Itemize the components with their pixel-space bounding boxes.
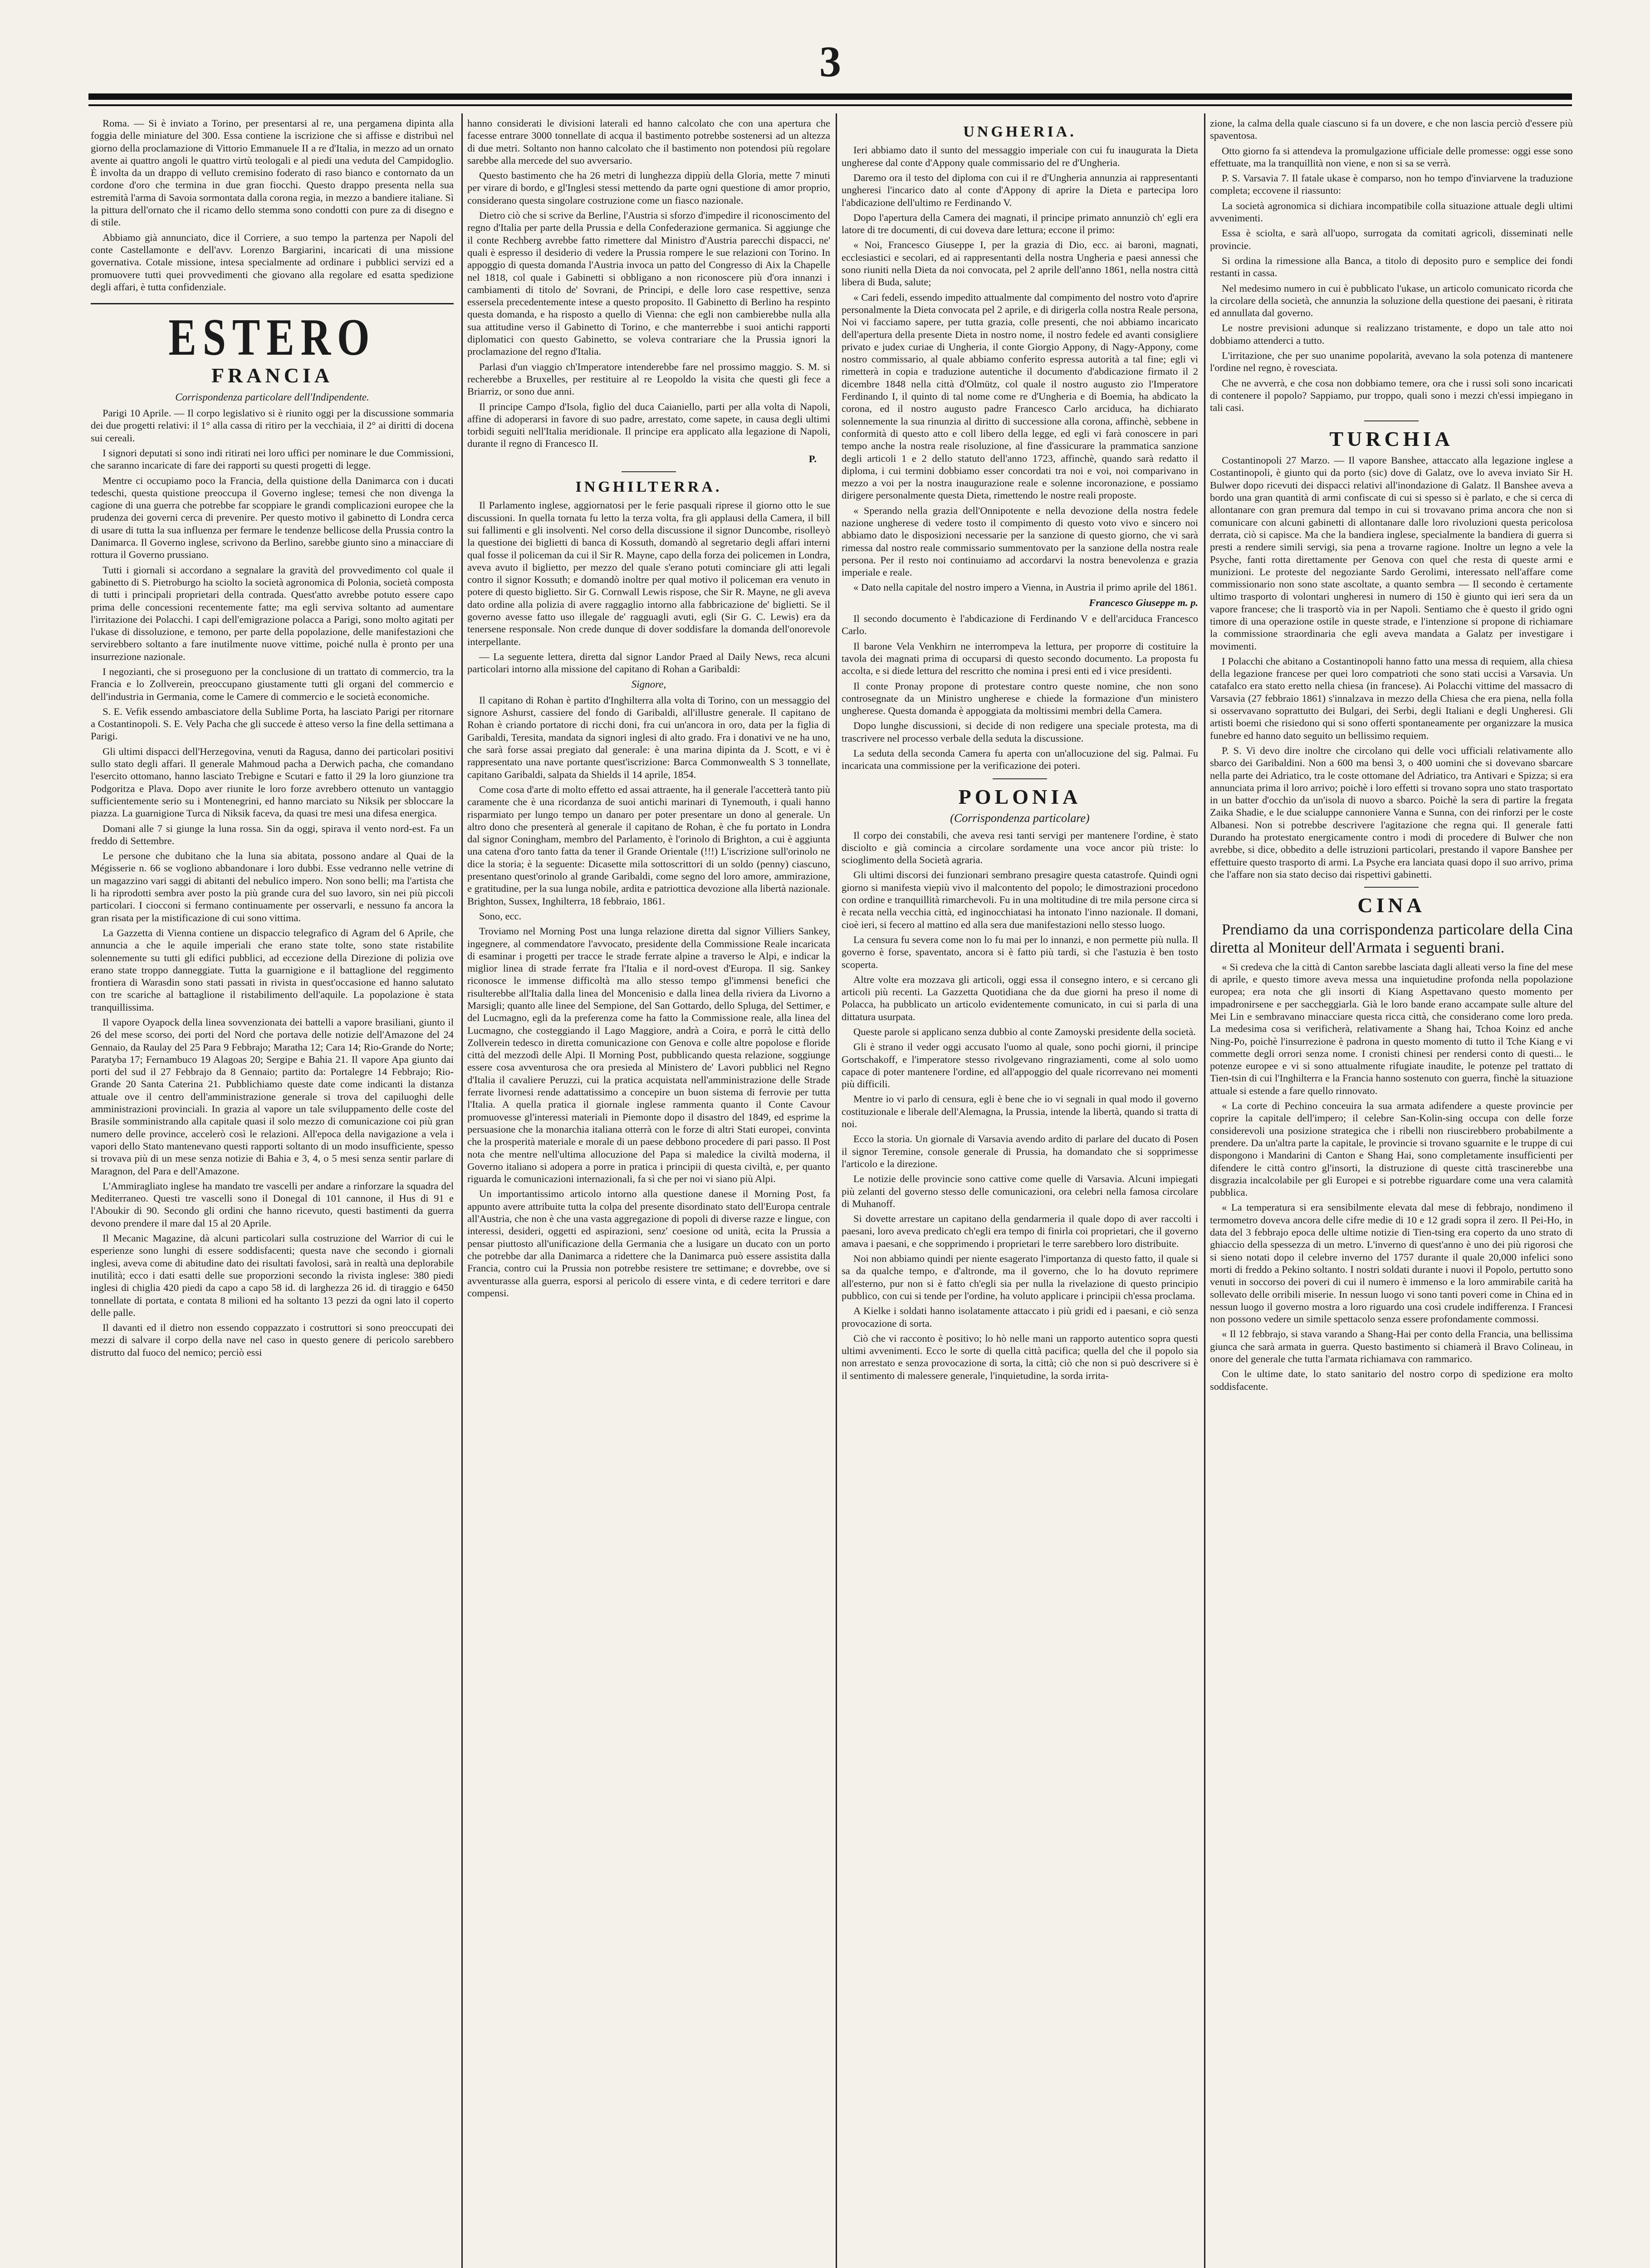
column-2 xyxy=(467,117,830,2268)
paragraph: Ecco la storia. Un giornale di Varsavia avendo ardito di parlare del ducato di Posen il signor Teremine, console generale di Prussia, ha domandato che si sopprimesse l'articolo e la direzione. xyxy=(842,1133,1198,1169)
paragraph: Si dovette arrestare un capitano della gendarmeria il quale dopo di aver raccolti i paesani, loro aveva predicato ch'egli era tempo di finirla coi proprietari, che il governo amava i paesani, e che sopprimendo i proprietari le terre sarebbero loro distribuite. xyxy=(842,1213,1198,1249)
paragraph: L'irritazione, che per suo unanime popolarità, avevano la sola potenza di mantenere l'ordine nel regno, è rovesciata. xyxy=(1210,350,1573,374)
paragraph: « Dato nella capitale del nostro impero a Vienna, in Austria il primo aprile del 1861. xyxy=(853,582,1197,593)
paragraph: Otto giorno fa si attendeva la promulgazione ufficiale delle promesse: oggi esse sono effettuate, ma la tranquillità non viene, e non si sa se verrà. xyxy=(1210,145,1573,169)
paragraph: Daremo ora il testo del diploma con cui il re d'Ungheria annunzia ai rappresentanti ungheresi l'incarico dato al conte d'Appony di aprire la Dieta e partecipa loro l'abdicazione dell'ultimo re Ferdinando V. xyxy=(842,171,1198,208)
paragraph: Un importantissimo articolo intorno alla questione danese il Morning Post, fa appunto avere attribuite tutta la colpa del presente disordinato stato dell'Europa centrale all'Austria, che non è che una vasta aggregazione di popoli di diverse razze e lingue, con interessi, desideri, oggetti ed aspirazioni, senz' coesione od unità, ecita la Prussia a pensar piuttosto all'unificazione della Germania che a lusigare un ducato con un porto che potrebbe dar alla Danimarca a ridettere che la Danimarca può essere assistita dalla Francia, contro cui la Prussia non potrebbe resistere tre settimane; e dovrebbe, ove si avventurasse alla guerra, esporsi al pericolo di essere vinta, e di cedere territori e dare compensi. xyxy=(467,1188,830,1299)
paragraph: Essa è sciolta, e sarà all'uopo, surrogata da comitati agricoli, disseminati nelle provincie. xyxy=(1210,227,1573,251)
column-divider xyxy=(836,113,837,2268)
paragraph: L'Ammiragliato inglese ha mandato tre vascelli per andare a rinforzare la squadra del Mediterraneo. Questi tre vascelli sono il Donegal di 101 cannone, il Hus di 91 e l'Aboukir di 90. Secondo gli ordini che hanno ricevuto, questi bastimenti da guerra devono prendere il mare dal 15 al 20 Aprile. xyxy=(91,1180,454,1229)
paragraph: Ieri abbiamo dato il sunto del messaggio imperiale con cui fu inaugurata la Dieta ungherese dal conte d'Appony quale commissario del re d'Ungheria. xyxy=(842,144,1198,168)
divider xyxy=(622,471,676,472)
paragraph: « Noi, Francesco Giuseppe I, per la grazia di Dio, ecc. ai baroni, magnati, ecclesiastici e secolari, ed ai rappresentanti della nostra Ungheria e paesi annessi che sono riuniti nella Dieta da noi convocata, pel 2 aprile dell'anno 1861, nella nostra città libera di Buda, salute; xyxy=(842,239,1198,288)
paragraph: I negozianti, che si proseguono per la conclusione di un trattato di commercio, tra la Francia e lo Zollverein, preoccupano giustamente tutti gli organi del commercio e dell'industria in Germania, come le Camere di commercio e le società economiche. xyxy=(91,665,454,702)
column-divider xyxy=(1204,113,1205,2268)
paragraph: Parigi 10 Aprile. — Il corpo legislativo si è riunito oggi per la discussione sommaria dei due progetti relativi: il 1° alla cassa di ritiro per la vecchiaia, il 2° ai diritti di docena sui cereali. xyxy=(91,407,454,444)
paragraph: Costantinopoli 27 Marzo. — Il vapore Banshee, attaccato alla legazione inglese a Costantinopoli, è giunto qui da porto (sic) dove di Galatz, ove lo aveva inviato Sir H. Bulwer dopo ricevuti dei dispacci relativi all'inondazione di Galatz. Il Banshee aveva a bordo una gran quantità di armi confiscate di cui si spesso si è parlato, e che si cerca di allontanare con gran premura dal tempo in cui si trovavano prima ancora che non si comunicare con alcuni gabinetti di allontanare dalle loro rivoluzioni questa pericolosa derrata, ciò si capisce. Ma che la bandiera inglese, specialmente la bandiera di guerra si presti a rendere simili servigi, sia pena a trovarne ragione. Inoltre un legno a vele la Psyche, fanti rotta direttamente per Genova con quel che resta di queste armi e munizioni. Le proteste del negoziante Sardo Gerolimi, interessato nell'affare come commissionario non sono state ascoltate, a quanto sembra — Il secondo è certamente ultimo trasporto di volontari ungheresi in numero di 150 è giunto qui ieri sera da un vapore francese; che li trasportò via in per Napoli. Sentiamo che è questo il grido ogni timore di una operazione ostile in queste strade, e l'intenzione si propone di richiamare la commissione straordinaria che egli aveva mandata a Galatz per investigare i movimenti. xyxy=(1210,455,1573,652)
divider xyxy=(1364,887,1419,888)
page-number: 3 xyxy=(819,37,841,86)
paragraph: Il Parlamento inglese, aggiornatosi per le ferie pasquali riprese il giorno otto le sue discussioni. In quella tornata fu letto la terza volta, fra gli applausi della Camera, il bill sui fallimenti e gli insolventi. Nel corso della discussione il signor Duncombe, risolleyò la questione dei biglietti di banca di Kossuth, domandò al segretario degli affari interni qual fosse il policeman da cui il Sir R. Mayne, capo della forza dei policemen in Londra, aveva avuto il biglietto, per mezzo del quale s'erano potuti cominciare gli atti legali contro il signor Kossuth; e domandò inoltre per qual motivo il policeman era venuto in potere di questo biglietto. Sir G. Cornwall Lewis rispose, che Sir R. Mayne, ne gli aveva dato ordine alla polizia di avere raggaglio intorno alla fabbricazione de' biglietti. Se il governo avesse fatto uso illegale de' ragguagli avuti, egli (Sir G. C. Lewis) era da tenersene responsale. Non crede dunque di dover soddisfare la domanda dell'onorevole interpellante. xyxy=(467,499,830,647)
paragraph: Queste parole si applicano senza dubbio al conte Zamoyski presidente della società. xyxy=(853,1026,1196,1037)
salutation: Signore, xyxy=(631,678,666,690)
paragraph: La Gazzetta di Vienna contiene un dispaccio telegrafico di Agram del 6 Aprile, che annuncia a che le aquile imperiali che erano state tolte, sono state ristabilite solennemente su tutti gli edifici pubblici, ad eccezione della Direzione di polizia ove erano state troppo danneggiate. Tutta la guarnigione e il battaglione del reggimento frontiera di Warasdin sono stati passati in rivista in quest'occasione ed hanno salutato con tre scariche al battaglione il ristabilimento dell'aquile. La popolazione è stata tranquillissima. xyxy=(91,927,454,1013)
paragraph: Il capitano di Rohan è partito d'Inghilterra alla volta di Torino, con un messaggio del signore Ashurst, cassiere del fondo di Garibaldi, all'illustre generale. Il capitano de Rohan è criando portatore di ricchi doni, fra cui un'ancora in oro, data per la figlia di Garibaldi, Teresita, mandata da signori inglesi di alto grado. Fra i donativi ve ne ha uno, che sarà forse assai pregiato dal generale: è una marina dipinta da J. Scott, e vi è rappresentato una nave portante quest'iscrizione: Barca Commonwealth S 3 tonnellate, capitano Garibaldi, salpata da Shields il 14 aprile, 1854. xyxy=(467,694,830,780)
paragraph: Il vapore Oyapock della linea sovvenzionata dei battelli a vapore brasiliani, giunto il 26 del mese scorso, dei porti del Nord che portava delle notizie dell'Amazone del 24 Gennaio, da Raulay del 25 Para 9 Febbrajo; Maratha 12; Cara 14; Rio-Grande do Norte; Paratyba 17; Fernambuco 19 Alagoas 20; Sergipe e Bahia 21. Il vapore Apa giunto dai porti del sud il 27 Febbrajo da 8 Gennaio; partito da: Portalegre 14 Febbrajo; Rio-Grande 20 Santa Caterina 21. Pubblichiamo queste date come indicanti la distanza attuale ove il centro dell'amministrazione generale si trova del capiluoghi delle amministrazioni provinciali. In grazia al vapore un tale sviluppamento delle coste del Brasile somministrando alla capitale quasi il solo mezzo di comunicazione coi più gran numero delle province, accelerò così le relazioni. All'epoca della navigazione a vela i vapori dello Stato mantenevano questi rapporti soltanto di un modo insufficiente, spesso si trovava più di un mese senza notizie di Bahia e 3, 4, o 5 mesi senza sentir parlare di Maragnon, del Para e dell'Amazone. xyxy=(91,1017,454,1177)
section-title-turchia: TURCHIA xyxy=(1329,427,1454,450)
signature: P. xyxy=(808,453,817,464)
paragraph: Il barone Vela Venkhirn ne interrompeva la lettura, per proporre di costituire la tavola dei magnati prima di occuparsi di questo secondo documento. La proposta fu accolta, e si diede lettura del rescritto che nomina i presi enti ed i vice presidenti. xyxy=(842,640,1198,677)
polonia-subtitle: (Corrispondenza particolare) xyxy=(950,811,1090,825)
paragraph: Nel medesimo numero in cui è pubblicato l'ukase, un articolo comunicato ricorda che la circolare della società, che annunzia la soluzione della questione dei paesani, è ritirata ed annullata dal governo. xyxy=(1210,282,1573,319)
signature: Francesco Giuseppe m. p. xyxy=(1089,596,1198,608)
paragraph: — La seguente lettera, diretta dal signor Landor Praed al Daily News, reca alcuni particolari intorno alla missione del capitano di Rohan a Garibaldi: xyxy=(467,650,830,675)
paragraph: zione, la calma della quale ciascuno si fa un dovere, e che non lascia perciò d'essere più spaventosa. xyxy=(1210,117,1573,142)
section-title-polonia: POLONIA xyxy=(958,785,1082,808)
header-rule-thick xyxy=(88,93,1572,100)
column-4 xyxy=(1210,117,1573,2268)
paragraph: A Kielke i soldati hanno isolatamente attaccato i più gridi ed i paesani, e ciò senza provocazione di sorta. xyxy=(842,1305,1198,1329)
paragraph: Tutti i giornali si accordano a segnalare la gravità del provvedimento col quale il gabinetto di S. Pietroburgo ha sciolto la società agronomica di Polonia, società composta di tutti i principali proprietari della contrada. Quest'atto avrebbe potuto essere capo prima delle concessioni recentemente fatte; ma egli serviva soltanto ad aumentare l'irritazione dei Polacchi. I capi dell'emigrazione polacca a Parigi, sono molto agitati per l'ukase di dissoluzione, e temono, per parte della popolazione, delle manifestazioni che servirebbero soltanto a fare inutilmente nuove vittime, poiché nulla è pronto per una insurrezione nazionale. xyxy=(91,564,454,662)
section-divider xyxy=(91,303,454,304)
paragraph: « Si credeva che la città di Canton sarebbe lasciata dagli alleati verso la fine del mese di aprile, e questo timore aveva messa una inquietudine profonda nella popolazione europea; era nota che gli insorti di Kiang Aspettavano questo momento per impadronirsene e per saccheggiarla. Già le loro bande erano accampate sulle alture del Mei Lin e sembravano minacciare questa ricca città, che considerano come loro preda. La medesima cosa si verificherà, relativamente a Shang hai, Tchoa Koinz ed anche Ning-Po, poichè l'insurrezione è padrona in questo momento di tutto il Tche Kiang e vi commette degli orrori senza nome. I cronisti chinesi per rendersi conto di questi... le potenze europee e vi si sono attualmente rifugiate inaudite, le potenze pel trattato di Tien-tsin di cui l'Inghilterra e la Francia hanno sostenuto con guerra, finchè la situazione attuale si estende a fare quello rinnovato. xyxy=(1210,961,1573,1096)
paragraph: Si ordina la rimessione alla Banca, a titolo di deposito puro e semplice dei fondi restanti in cassa. xyxy=(1210,254,1573,279)
paragraph: Parlasi d'un viaggio ch'Imperatore intenderebbe fare nel prossimo maggio. S. M. si recherebbe a Bruxelles, per restituire al re Leopoldo la visita che questi gli fece a Briarriz, or sono due anni. xyxy=(467,361,830,397)
cina-lead: Prendiamo da una corrispondenza particolare della Cina diretta al Moniteur dell'Armata i seguenti brani. xyxy=(1210,921,1573,956)
paragraph: Le nostre previsioni adunque si realizzano tristamente, e dopo un tale atto noi dobbiamo attenderci a tutto. xyxy=(1210,322,1573,346)
paragraph: Il corpo dei constabili, che aveva resi tanti servigi per mantenere l'ordine, è stato disciolto e già comincia a circolare sordamente una voce ancor più triste: lo scioglimento della Società agraria. xyxy=(842,829,1198,866)
paragraph: Il principe Campo d'Isola, figlio del duca Caianiello, parti per alla volta di Napoli, affine di adoperarsi in favore di suo padre, arrestato, come sapete, in causa degli ultimi torbidi seguiti nell'Italia meridionale. Il principe era applicato alla legazione di Napoli, durante il regno di Francesco II. xyxy=(467,401,830,450)
section-title-ungheria: UNGHERIA. xyxy=(963,123,1077,140)
paragraph: Le persone che dubitano che la luna sia abitata, possono andare al Quai de la Mégisserie n. 66 se vogliono abbandonare i loro dubbi. Esse vedranno nelle vetrine di un magazzino vari saggi di abitanti del nebulico impero. Non sono belli; ma l'artista che li ha riprodotti sembra aver posto la più grande cura del suo lavoro, sin nei più piccoli particolari. I ciocconi si fermano continuamente per osservarli, e nessuno fa ancora la gran risata per la mistificazione di cui sono vittima. xyxy=(91,850,454,924)
paragraph: « La corte di Pechino conceuira la sua armata adifendere a queste provincie per coprire la capitale dell'impero; il celebre San-Kolin-sing occupa con delle forze considerevoli una posizione strategica che i ribelli non riuscirebbero probabilmente a prendere. Da un'altra parte la capitale, le provincie si trovano sguarnite e le truppe di cui dispongono i Mandarini di Canton e Shang Hai, sono completamente insufficienti per difendere le città contro gl'insorti, la distruzione di queste città trascinerebbe una disgrazia incalcolabile per gli Europei e si potrebbe riguardare come una vera calamità pubblica. xyxy=(1210,1100,1573,1198)
section-title-francia: FRANCIA xyxy=(211,364,333,387)
divider xyxy=(1364,420,1419,421)
paragraph: Domani alle 7 si giunge la luna rossa. Sin da oggi, spirava il vento nord-est. Fa un freddo di Settembre. xyxy=(91,822,454,846)
paragraph: Dopo lunghe discussioni, si decide di non redigere una speciale protesta, ma di trascrivere nel processo verbale della seduta la discussione. xyxy=(842,720,1198,744)
paragraph: Il conte Pronay propone di protestare contro queste nomine, che non sono controsegnate da un Ministro ungherese e chiede la formazione d'un ministero ungherese. Questa domanda è appoggiata da moltissimi membri della Camera. xyxy=(842,680,1198,717)
paragraph: P. S. Varsavia 7. Il fatale ukase è comparso, non ho tempo d'inviarvene la traduzione completa; eccovene il riassunto: xyxy=(1210,172,1573,196)
paragraph: La società agronomica si dichiara incompatibile colla situazione attuale degli ultimi avvenimenti. xyxy=(1210,200,1573,224)
francia-subtitle: Corrispondenza particolare dell'Indipendente. xyxy=(175,391,369,403)
article-roma: Roma. — Si è inviato a Torino, per presentarsi al re, una pergamena dipinta alla foggia delle miniature del 300. Essa contiene la iscrizione che si affisse e distribuì nel giorno della proclamazione di Vittorio Emmanuele II a re d'Italia, in mezzo ad un ornato avente ai quattro angoli le quattro virtù teologali e al piedi una veduta del Campidoglio. È involta da un drappo di velluto cremisino foderato di raso bianco e contornato da un cordone d'oro che termina in due gran fiocchi. Questo drappo presenta nella sua estremità l'arma di Savoia sormontata dalla corona regia, in mezzo a bandiere italiane. Sì la pittura dell'ornato che il ricamo dello stemma sono condotti con pure za di disegno e di stile. xyxy=(91,117,454,228)
paragraph: Noi non abbiamo quindi per niente esagerato l'importanza di questo fatto, il quale si sa da qualche tempo, e d'altronde, ma il governo, che lo ha dovuto reprimere all'esterno, pur non si è fatto ch'egli sia per nulla la rivelazione di questo principio pubblico, con cui si tende per l'ordine, ha voluto applicare i principii ch'essa proclama. xyxy=(842,1253,1198,1301)
paragraph: Il Mecanic Magazine, dà alcuni particolari sulla costruzione del Warrior di cui le esperienze sono lunghi di essere soddisfacenti; questa nave che secondo i giornali inglesi, aveva come di abitudine dato dei risultati favolosi, sarà in realtà una deplorabile inutilità; ecco i dati esatti delle sue proporzioni secondo la rivista inglese: 380 piedi inglesi di chiglia 420 piedi da capo a capo 58 id. di larghezza 26 id. di tiraggio e 6450 tonnellate di portata, e contata 8 milioni ed ha soltanto 13 pezzi da ogni lato il coperto delle palle. xyxy=(91,1232,454,1318)
paragraph: Dopo l'apertura della Camera dei magnati, il principe primato annunziò ch' egli era latore di tre documenti, di cui doveva dare lettura; eccone il primo: xyxy=(842,211,1198,236)
closing: Sono, ecc. xyxy=(479,910,522,922)
paragraph: Che ne avverrà, e che cosa non dobbiamo temere, ora che i russi soli sono incaricati di contenere il popolo? Sappiamo, pur troppo, quali sono i mezzi ch'essi impiegano in tali casi. xyxy=(1210,377,1573,414)
paragraph: Dietro ciò che si scrive da Berline, l'Austria si sforzo d'impedire il riconoscimento del regno d'Italia per parte della Prussia e della Confederazione germanica. Si aggiunge che il conte Rechberg avrebbe fatto rimettere dal Ministro d'Austria parecchi dispacci, ne' quali è espresso il desiderio di vedere la Prussia rompere le sue relazioni con Torino. In appoggio di questa domanda l'Austria invoca un patto del Congresso di Aix la Chapelle nel 1818, col quale i Gabinetti si obbligano a non riconoscere più d'ora innanzi i cambiamenti di titolo de' Sovrani, de Principi, e delle loro case respettive, senza essersela precedentemente intese a questo proposito. Il Gabinetto di Berlino ha respinto questa domanda, e ha risposto a quello di Vienna: che egli non cambierebbe nulla alla sua attitudine verso il Gabinetto di Torino, e che manterrebbe i suoi antichi rapporti diplomatici con questo Gabinetto, se voleva contrariare che la Prussia ignori la proclamazione del regno d'Italia. xyxy=(467,210,830,357)
paragraph: Troviamo nel Morning Post una lunga relazione diretta dal signor Villiers Sankey, ingegnere, al commendatore l'avvocato, presidente della Commissione Reale incaricata di esaminar i progetti per tracce le strade ferrate alpine a traverso le Alpi, e indicar la miglior linea di strade ferrate fra l'Italia e il nord-ovest d'Europa. Il sig. Sankey riconosce le immense difficoltà ma allo stesso tempo gl'immensi benefici che risulterebbe all'Italia dalla linea del Moncenisio e dalla linea della riviera da Livorno a Marsigli; quanto alle linee del Sempione, del San Gottardo, dello Spluga, del Settimer, e del Lucmagno, egli da la preferenza come ha fatto la Commissione reale, alla linea del Lucmagno, che costeggiando il Lago Maggiore, andrà a Coira, e porrà le città dello Zollverein tedesco in diretta comunicazione con Genova e colle altre popolose e floride città del mezzodì delle Alpi. Il Morning Post, pubblicando questa relazione, soggiunge essere cosa avventurosa che ora presieda al Ministero de' Lavori pubblici nel Regno d'Italia il cavaliere Peruzzi, cui la pratica acquistata nell'amministrazione delle Strade ferrate livornesi rende adattatissimo a concepire un buon sistema di ferrovie per tutta l'Italia. A quella pratica il giornale inglese rammenta quanto il Conte Cavour promuovesse gl'interessi materiali in Piemonte dopo il disastro del 1849, ed esprime la persuasione che la monarchia italiana otterrà con le forze di altri Stati europei, convinta che la prosperità materiale e morale di un paese debbono procedere di pari passo. Il Post nota che mentre nell'ultima allocuzione del Papa si maledice la civiltà moderna, il Governo italiano si adopera a porre in pratica i principii di questa civiltà, e, per quanto riguarda le comunicazioni internazionali, fa sì che per noi vi siano più Alpi. xyxy=(467,925,830,1185)
paragraph: « La temperatura si era sensibilmente elevata dal mese di febbrajo, nondimeno il termometro doveva ancora delle cifre medie di 10 e 12 gradi sopra il zero. Il Pei-Ho, in data del 3 febbrajo epoca delle ultime notizie di Tien-tsing era coperto da uno strato di ghiaccio della spessezza di un metro. L'inverno di quest'anno è uno dei più rigorosi che si sieno notati dopo il celebre inverno del 1757 durante il quale 20,000 infelici sono morti di freddo a Pekino soltanto. I nostri soldati durante i nuovi il Popolo, pertutto sono venuti in soccorso dei poveri di cui il numero è immenso e la loro ammirabile carità ha sollevato delle orribili miserie. In nessun luogo vi sono tanti poveri come in China ed in nessun luogo il governo mostra a loro riguardo una così crudele indifferenza. I Francesi non possono vedere un simile spettacolo senza essere profondamente commossi. xyxy=(1210,1202,1573,1325)
paragraph: Il secondo documento è l'abdicazione di Ferdinando V e dell'arciduca Francesco Carlo. xyxy=(842,613,1198,637)
paragraph: « Cari fedeli, essendo impedito attualmente dal compimento del nostro voto d'aprire personalmente la Dieta convocata pel 2 aprile, e di dirigerla colla nostra Reale persona, Noi vi facciamo sapere, per tutta grazia, colle presenti, che noi abbiamo incaricato dell'apertura della presente Dieta in nostro nome, il nostro fedele ed avanti consigliere privato e judex curiae di Ungheria, il conte Giorgio Appony, di Nagy-Appony, come nostro commissario, al quale abbiamo conferito espressa autorità a tal fine; egli vi rimetterà in copia e traduzione autentiche il documento d'abdicazione firmato il 2 dicembre 1848 nella città d'Olmütz, col quale il nostro augusto zio l'Imperatore Ferdinando I, il quinto di tal nome come re d'Ungheria e di Boemia, ha abdicato la corona, ed il nostro augusto padre Francesco Carlo arciduca, ha dichiarato solennemente la sua rinunzia al diritto di successione alla corona, affinchè, sebbene in conformità di questo atto e coll libero della legge, ed egli vi farà conoscere in pari tempo anche la nostra reale risoluzione, al fine d'assicurare la prammatica sanzione degli articoli 1 e 2 dello statuto dell'anno 1723, affinchè, quando sarà redatto il diploma, i cui termini dobbiamo esser concordati tra noi e voi, noi comparivano in mezzo a voi per la nostra inaugurazione reale e solenne incoronazione, e possiamo dirigere personalmente questa Dieta, rimettendo le nostre reali proposte. xyxy=(842,291,1198,501)
section-title-cina: CINA xyxy=(1357,894,1425,917)
paragraph: Mentre io vi parlo di censura, egli è bene che io vi segnali in qual modo il governo costituzionale e liberale dell'Alemagna, la Prussia, intende la libertà, quando si tratta di noi. xyxy=(842,1093,1198,1130)
header-rule-thin xyxy=(88,104,1572,106)
paragraph: Mentre ci occupiamo poco la Francia, della quistione della Danimarca con i ducati tedeschi, questa quistione preoccupa il Governo inglese; temesi che non divenga la cagione di una guerra che potrebbe far scoppiare le grandi complicazioni europee che la prudenza dei governi cerca di prevenire. Per questo motivo il gabinetto di Londra cerca di usare di tutta la sua influenza per fermare le tendenze bellicose della Prussia contro la Danimarca. Il Governo inglese, scrivono da Berlino, sarebbe giunto sino a minacciare di rottura il Governo prussiano. xyxy=(91,474,454,561)
paragraph: Ciò che vi racconto è positivo; lo hò nelle mani un rapporto autentico sopra questi ultimi avvenimenti. Ecco le sorte di quella città pacifica; quella del che il popolo sia non arrestato e senza provocazione di sorta, la città; ciò che non si può descrivere si è il sentimento di malessere generale, l'inquietudine, la sorda irrita- xyxy=(842,1332,1198,1381)
paragraph: Gli ultimi dispacci dell'Herzegovina, venuti da Ragusa, danno dei particolari positivi sullo stato degli affari. Il generale Mahmoud pacha a Derwich pacha, che comandano l'esercito ottomano, hanno lasciato Trebigne e Scutari e fatto il 29 la loro giunzione tra Podgoritza e Plava. Dopo aver riunite le loro forze avrebbero ottenuto un vantaggio sufficientemente serio su i Montenegrini, ed hanno marciato su Niksik per sbloccare la piazza. La guarnigione Turca di Niksik faceva, da quasi tre mesi una difesa energica. xyxy=(91,745,454,819)
section-title-estero: ESTERO xyxy=(168,308,376,366)
paragraph: P. S. Vi devo dire inoltre che circolano qui delle voci ufficiali relativamente allo sbarco dei Garibaldini. Non a 600 ma bensì 3, o 400 uomini che si dovevano sbarcare nella parte dei Adriatico, tra le coste ottomane del Adriatico, tra Antivari e Spizza; si era annunciata prima il loro arrivo; poichè i loro effetti si trovano sopra uno stato trasportato in un batter d'occhio da un'isola di nuovo a sbarco. Poichè la sera di partire la fregata Zaika Shadie, e le due scialuppe cannoniere Vanna e Sunna, con dei rinforzi per le coste Albanesi. Non si potrebbe descrivere l'agitazione che regna qui. Il generale fatti Durando ha protestato energicamente contro i modi di procedere di Bulwer che non avrebbe, si dice, obbedito a delle istruzioni particolari, prestando il vapore Banshee per effettuire questo trasporto di armi. La Psyche era lanciata quasi dopo il suo arrivo, prima che l'affare non sia stato deciso dai rispettivi gabinetti. xyxy=(1210,744,1573,880)
column-3 xyxy=(842,117,1198,2268)
paragraph: « Sperando nella grazia dell'Onnipotente e nella devozione della nostra fedele nazione ungherese di vedere tosto il compimento di questo voto vivo e sincero noi abbiamo dato le disposizioni necessarie per la sanzione di questo giorno, che vi sarà rimessa dal nostro reale commissario summentovato per la sanzione della nostra reale persona. Per il resto noi continuiamo ad accordarvi la nostra benevolenza e grazia imperiale e reale. xyxy=(842,504,1198,578)
paragraph: Questo bastimento che ha 26 metri di lunghezza dippiù della Gloria, mette 7 minuti per virare di bordo, e gl'Inglesi stessi mettendo da parte ogni questione di amor proprio, considerano questa singolare costruzione come un fiasco nazionale. xyxy=(467,170,830,206)
paragraph: I Polacchi che abitano a Costantinopoli hanno fatto una messa di requiem, alla chiesa della legazione francese per quei loro compatrioti che sono stati uccisi a Varsavia. Un catafalco era stato eretto nella chiesa (in francese). Ai Polacchi vittime del massacro di Varsavia (27 febbraio 1861) s'innalzava in mezzo della Chiesa che era piena, nella folla si osservavano soprattutto dei Bulgari, dei Serbi, degli Italiani e degli Ungheresi. Gli artisti boemi che risiedono qui si sono offerti spontaneamente per organizzare la musica funebre ed hanno dato seguito un bellissimo requiem. xyxy=(1210,655,1573,741)
paragraph: Gli ultimi discorsi dei funzionari sembrano presagire questa catastrofe. Quindi ogni giorno si manifesta viepiù vivo il malcontento del popolo; le dimostrazioni procedono con ordine e tranquillità rimarchevoli. Fu in una moltitudine di tre mila persone circa si è recata nella vecchia città, ed inginocchiatasi ha intonato l'inno nazionale. Il domani, cioè ieri, si fecero al mattino ed alla sera due manifestazioni nello stesso luogo. xyxy=(842,869,1198,930)
paragraph: Come cosa d'arte di molto effetto ed assai attraente, ha il generale l'accetterà tanto più caramente che è una ricordanza de suoi antichi marinari di Tynemouth, i quali hanno risparmiato per lungo tempo un danaro per poter presentare un dono al generale. Un altro dono che presenterà al generale il capitano de Rohan, è che fu portato in Londra dal signor Coningham, membro del Parlamento, è l'orinolo di Brighton, a cui è aggiunta una catena d'oro tanto fatta da tener il Grande Orientale (!!!) L'iscrizione sull'orinolo ne dice la storia; è la seguente: Dicasette mila sottoscrittori di un soldo (penny) ciascuno, presentano quest'orinolo al grande Garibaldi, come segno del loro amore, ammirazione, e gratitudine, per la sua lunga nobile, ardita e patriottica devozione alla libertà nazionale. Brighton, Sussex, Inghilterra, 18 febbraio, 1861. xyxy=(467,783,830,907)
paragraph: « Il 12 febbrajo, si stava varando a Shang-Hai per conto della Francia, una bellissima giunca che sarà armata in guerra. Questo bastimento si chiamerà il Bravo Colineau, in onore del generale che tutta l'armata richiamava con rammarico. xyxy=(1210,1328,1573,1365)
column-1 xyxy=(91,117,454,2268)
paragraph: hanno considerati le divisioni laterali ed hanno calcolato che con una apertura che facesse entrare 3000 tonnellate di acqua il bastimento potrebbe sostenersi ad un altezza di due metri. Soltanto non hanno calcolato che il bastimento non potendosi più regolare sarebbe alla mercede del suo avversario. xyxy=(467,117,830,166)
paragraph: Le notizie delle provincie sono cattive come quelle di Varsavia. Alcuni impiegati più zelanti del governo stesso delle comunicazioni, ora celebri nella famosa circolare di Muhanoff. xyxy=(842,1173,1198,1209)
paragraph: Altre volte era mozzava gli articoli, oggi essa il consegno intero, e si cercano gli articoli più recenti. La Gazzetta Quotidiana che da due giorni ha preso il nome di Polacca, ha pubblicato un articolo evidentemente comunicato, in cui si parla di una dittatura usurpata. xyxy=(842,973,1198,1022)
paragraph: S. E. Vefik essendo ambasciatore della Sublime Porta, ha lasciato Parigi per ritornare a Costantinopoli. S. E. Vely Pacha che gli succede è atteso verso la fine della settimana a Parigi. xyxy=(91,705,454,742)
paragraph: Con le ultime date, lo stato sanitario del nostro corpo di spedizione era molto soddisfacente. xyxy=(1210,1368,1573,1392)
divider xyxy=(993,778,1047,779)
section-title-inghilterra: INGHILTERRA. xyxy=(575,479,722,496)
column-divider xyxy=(461,113,463,2268)
paragraph: Gli è strano il veder oggi accusato l'uomo al quale, sono pochi giorni, il principe Gortschakoff, e l'imperatore stesso rivolgevano ringraziamenti, come al solo uomo capace di poter mantenere l'ordine, ed all'appoggio del quale ricorrevano nei momenti più difficili. xyxy=(842,1041,1198,1090)
paragraph: La seduta della seconda Camera fu aperta con un'allocuzione del sig. Palmai. Fu incaricata una commissione per la verificazione dei poteri. xyxy=(842,748,1198,772)
paragraph: I signori deputati si sono indi ritirati nei loro uffici per nominare le due Commissioni, che saranno incaricate di fare dei rapporti su questi progetti di legge. xyxy=(91,447,454,471)
paragraph: Il davanti ed il dietro non essendo coppazzato i costruttori si sono preoccupati dei mezzi di salvare il corpo della nave nel caso in questo genere di pericolo sarebbero distrutto dal fuoco del nemico; perciò essi xyxy=(91,1322,454,1358)
article-corriere: Abbiamo già annunciato, dice il Corriere, a suo tempo la partenza per Napoli del conte Castellamonte e dell'avv. Lorenzo Bargiarini, incaricati di una missione governativa. Cotale missione, intesa specialmente ad ordinare i pubblici servizi ed a promuovere tutti quei provvedimenti che giovano alla regolare ed esatta spedizione degli affari, è tutta confidenziale. xyxy=(91,231,454,293)
paragraph: La censura fu severa come non lo fu mai per lo innanzi, e non permette più nulla. Il governo è forse, spaventato, ancora si è fatto più tardi, sì che l'astuzia è ben tosto scoperta. xyxy=(842,934,1198,970)
